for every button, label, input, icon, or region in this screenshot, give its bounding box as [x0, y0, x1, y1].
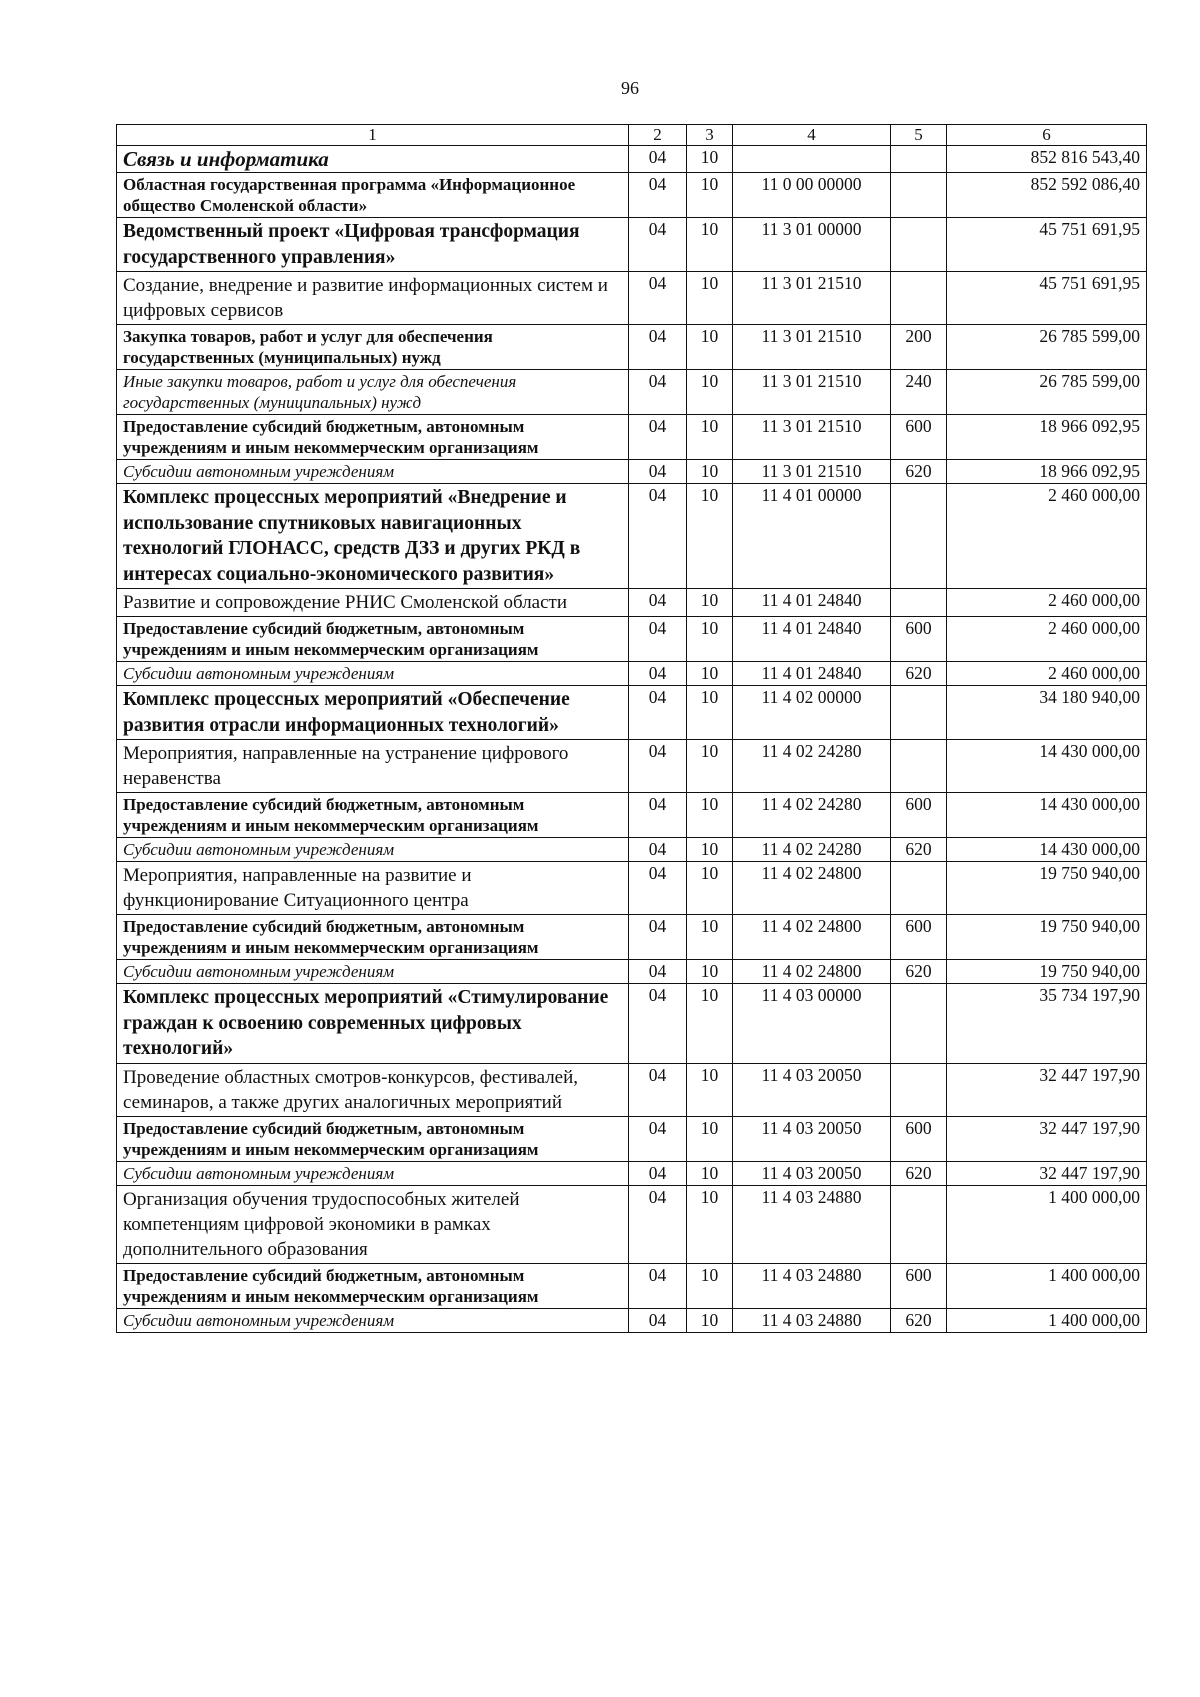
- row-target-article-cell: 11 3 01 21510: [733, 272, 891, 325]
- page-number: 96: [621, 78, 639, 98]
- row-expense-type-cell: [891, 218, 947, 272]
- row-amount-cell: 852 816 543,40: [947, 146, 1147, 173]
- row-expense-type-cell: [891, 272, 947, 325]
- row-section-code-cell: 04: [629, 686, 687, 740]
- row-subsection-code-cell: 10: [687, 915, 733, 960]
- row-amount-cell: 2 460 000,00: [947, 662, 1147, 686]
- table-row: [117, 838, 1147, 862]
- row-target-article-cell: 11 4 01 24840: [733, 662, 891, 686]
- row-amount-cell: 32 447 197,90: [947, 1063, 1147, 1116]
- row-expense-type-cell: 620: [891, 960, 947, 984]
- row-name-cell: Мероприятия, направленные на развитие и функционирование Ситуационного центра: [117, 862, 629, 915]
- row-expense-type-cell: 600: [891, 1116, 947, 1161]
- row-section-code-cell: 04: [629, 1308, 687, 1332]
- row-amount-cell: 26 785 599,00: [947, 325, 1147, 370]
- row-amount-cell: 45 751 691,95: [947, 218, 1147, 272]
- header-col-4: 4: [733, 125, 891, 146]
- row-section-code-cell: 04: [629, 460, 687, 484]
- row-target-article-cell: 11 4 02 24280: [733, 740, 891, 793]
- row-amount-cell: 19 750 940,00: [947, 960, 1147, 984]
- row-amount-cell: 14 430 000,00: [947, 838, 1147, 862]
- row-amount-cell: 1 400 000,00: [947, 1185, 1147, 1263]
- table-row: [117, 862, 1147, 915]
- table-row: [117, 370, 1147, 415]
- row-amount-cell: 45 751 691,95: [947, 272, 1147, 325]
- budget-table-body: [117, 125, 1147, 1333]
- header-col-1: 1: [117, 125, 629, 146]
- row-subsection-code-cell: 10: [687, 460, 733, 484]
- row-target-article-cell: 11 3 01 21510: [733, 325, 891, 370]
- row-subsection-code-cell: 10: [687, 1116, 733, 1161]
- row-name-cell: Комплекс процессных мероприятий «Внедрение и использование спутниковых навигационных технологий ГЛОНАСС, средств ДЗЗ и других РКД в интересах социально-экономического развития»: [117, 484, 629, 589]
- table-row: [117, 960, 1147, 984]
- row-amount-cell: 2 460 000,00: [947, 617, 1147, 662]
- row-section-code-cell: 04: [629, 484, 687, 589]
- table-row: [117, 146, 1147, 173]
- row-target-article-cell: 11 4 02 24800: [733, 960, 891, 984]
- row-name-cell: Организация обучения трудоспособных жителей компетенциям цифровой экономики в рамках дополнительного образования: [117, 1185, 629, 1263]
- row-section-code-cell: 04: [629, 662, 687, 686]
- row-amount-cell: 18 966 092,95: [947, 415, 1147, 460]
- row-subsection-code-cell: 10: [687, 686, 733, 740]
- row-name-cell: Развитие и сопровождение РНИС Смоленской области: [117, 589, 629, 617]
- row-expense-type-cell: 240: [891, 370, 947, 415]
- row-expense-type-cell: 620: [891, 662, 947, 686]
- row-name-cell: Связь и информатика: [117, 146, 629, 173]
- row-name-cell: Комплекс процессных мероприятий «Обеспечение развития отрасли информационных технологий»: [117, 686, 629, 740]
- row-name-cell: Субсидии автономным учреждениям: [117, 1161, 629, 1185]
- row-amount-cell: 18 966 092,95: [947, 460, 1147, 484]
- row-expense-type-cell: [891, 173, 947, 218]
- row-subsection-code-cell: 10: [687, 272, 733, 325]
- row-amount-cell: 19 750 940,00: [947, 862, 1147, 915]
- row-target-article-cell: 11 4 01 24840: [733, 617, 891, 662]
- table-row: [117, 1263, 1147, 1308]
- row-subsection-code-cell: 10: [687, 370, 733, 415]
- table-row: [117, 915, 1147, 960]
- row-expense-type-cell: 600: [891, 1263, 947, 1308]
- row-expense-type-cell: [891, 484, 947, 589]
- table-row: [117, 793, 1147, 838]
- row-target-article-cell: 11 4 02 24280: [733, 838, 891, 862]
- row-target-article-cell: 11 4 02 00000: [733, 686, 891, 740]
- header-col-5: 5: [891, 125, 947, 146]
- table-row: [117, 740, 1147, 793]
- row-amount-cell: 32 447 197,90: [947, 1116, 1147, 1161]
- header-col-6: 6: [947, 125, 1147, 146]
- row-amount-cell: 26 785 599,00: [947, 370, 1147, 415]
- row-target-article-cell: 11 4 03 24880: [733, 1185, 891, 1263]
- row-expense-type-cell: [891, 1185, 947, 1263]
- row-name-cell: Субсидии автономным учреждениям: [117, 662, 629, 686]
- row-amount-cell: 35 734 197,90: [947, 984, 1147, 1064]
- row-target-article-cell: 11 4 02 24280: [733, 793, 891, 838]
- row-target-article-cell: 11 3 01 21510: [733, 415, 891, 460]
- row-section-code-cell: 04: [629, 218, 687, 272]
- row-subsection-code-cell: 10: [687, 1308, 733, 1332]
- row-section-code-cell: 04: [629, 1263, 687, 1308]
- row-name-cell: Ведомственный проект «Цифровая трансформация государственного управления»: [117, 218, 629, 272]
- row-section-code-cell: 04: [629, 617, 687, 662]
- row-section-code-cell: 04: [629, 415, 687, 460]
- row-name-cell: Создание, внедрение и развитие информационных систем и цифровых сервисов: [117, 272, 629, 325]
- row-name-cell: Предоставление субсидий бюджетным, автономным учреждениям и иным некоммерческим организациям: [117, 793, 629, 838]
- table-row: [117, 218, 1147, 272]
- row-target-article-cell: 11 4 03 20050: [733, 1063, 891, 1116]
- budget-table: [116, 124, 1147, 1333]
- row-amount-cell: 2 460 000,00: [947, 484, 1147, 589]
- row-amount-cell: 1 400 000,00: [947, 1263, 1147, 1308]
- row-subsection-code-cell: 10: [687, 1263, 733, 1308]
- table-row: [117, 617, 1147, 662]
- row-amount-cell: 14 430 000,00: [947, 740, 1147, 793]
- row-expense-type-cell: 620: [891, 1161, 947, 1185]
- row-expense-type-cell: 620: [891, 1308, 947, 1332]
- row-subsection-code-cell: 10: [687, 146, 733, 173]
- table-row: [117, 589, 1147, 617]
- row-name-cell: Областная государственная программа «Информационное общество Смоленской области»: [117, 173, 629, 218]
- table-row: [117, 686, 1147, 740]
- row-name-cell: Мероприятия, направленные на устранение цифрового неравенства: [117, 740, 629, 793]
- table-row: [117, 460, 1147, 484]
- row-subsection-code-cell: 10: [687, 617, 733, 662]
- row-section-code-cell: 04: [629, 1116, 687, 1161]
- table-row: [117, 173, 1147, 218]
- table-row: [117, 662, 1147, 686]
- row-expense-type-cell: 600: [891, 915, 947, 960]
- row-subsection-code-cell: 10: [687, 862, 733, 915]
- row-name-cell: Предоставление субсидий бюджетным, автономным учреждениям и иным некоммерческим организациям: [117, 1116, 629, 1161]
- row-expense-type-cell: 200: [891, 325, 947, 370]
- row-section-code-cell: 04: [629, 146, 687, 173]
- row-subsection-code-cell: 10: [687, 740, 733, 793]
- row-name-cell: Субсидии автономным учреждениям: [117, 460, 629, 484]
- row-section-code-cell: 04: [629, 272, 687, 325]
- table-header-row: [117, 125, 1147, 146]
- row-expense-type-cell: 620: [891, 838, 947, 862]
- row-target-article-cell: 11 4 03 20050: [733, 1116, 891, 1161]
- row-amount-cell: 14 430 000,00: [947, 793, 1147, 838]
- row-section-code-cell: 04: [629, 1185, 687, 1263]
- row-name-cell: Иные закупки товаров, работ и услуг для обеспечения государственных (муниципальных) нужд: [117, 370, 629, 415]
- row-amount-cell: 2 460 000,00: [947, 589, 1147, 617]
- row-name-cell: Предоставление субсидий бюджетным, автономным учреждениям и иным некоммерческим организациям: [117, 915, 629, 960]
- row-section-code-cell: 04: [629, 740, 687, 793]
- row-amount-cell: 32 447 197,90: [947, 1161, 1147, 1185]
- header-col-3: 3: [687, 125, 733, 146]
- row-section-code-cell: 04: [629, 1063, 687, 1116]
- table-row: [117, 484, 1147, 589]
- row-section-code-cell: 04: [629, 173, 687, 218]
- row-subsection-code-cell: 10: [687, 960, 733, 984]
- row-amount-cell: 1 400 000,00: [947, 1308, 1147, 1332]
- table-row: [117, 1308, 1147, 1332]
- table-row: [117, 1185, 1147, 1263]
- row-expense-type-cell: 600: [891, 617, 947, 662]
- row-subsection-code-cell: 10: [687, 662, 733, 686]
- row-subsection-code-cell: 10: [687, 793, 733, 838]
- row-target-article-cell: 11 4 03 20050: [733, 1161, 891, 1185]
- row-target-article-cell: 11 4 02 24800: [733, 862, 891, 915]
- row-section-code-cell: 04: [629, 370, 687, 415]
- row-target-article-cell: 11 4 03 00000: [733, 984, 891, 1064]
- table-row: [117, 1063, 1147, 1116]
- row-name-cell: Комплекс процессных мероприятий «Стимулирование граждан к освоению современных цифровых технологий»: [117, 984, 629, 1064]
- table-row: [117, 272, 1147, 325]
- table-row: [117, 415, 1147, 460]
- row-section-code-cell: 04: [629, 960, 687, 984]
- row-expense-type-cell: [891, 146, 947, 173]
- row-target-article-cell: 11 4 02 24800: [733, 915, 891, 960]
- row-amount-cell: 852 592 086,40: [947, 173, 1147, 218]
- row-section-code-cell: 04: [629, 1161, 687, 1185]
- row-target-article-cell: 11 4 01 00000: [733, 484, 891, 589]
- row-expense-type-cell: [891, 984, 947, 1064]
- row-section-code-cell: 04: [629, 862, 687, 915]
- row-subsection-code-cell: 10: [687, 415, 733, 460]
- row-subsection-code-cell: 10: [687, 1185, 733, 1263]
- row-section-code-cell: 04: [629, 915, 687, 960]
- table-row: [117, 1161, 1147, 1185]
- row-expense-type-cell: [891, 589, 947, 617]
- row-name-cell: Закупка товаров, работ и услуг для обеспечения государственных (муниципальных) нужд: [117, 325, 629, 370]
- row-target-article-cell: 11 3 01 21510: [733, 370, 891, 415]
- row-subsection-code-cell: 10: [687, 589, 733, 617]
- row-section-code-cell: 04: [629, 325, 687, 370]
- row-target-article-cell: 11 3 01 00000: [733, 218, 891, 272]
- row-name-cell: Предоставление субсидий бюджетным, автономным учреждениям и иным некоммерческим организациям: [117, 617, 629, 662]
- row-expense-type-cell: 600: [891, 793, 947, 838]
- row-target-article-cell: 11 4 03 24880: [733, 1308, 891, 1332]
- row-subsection-code-cell: 10: [687, 325, 733, 370]
- row-expense-type-cell: [891, 862, 947, 915]
- row-target-article-cell: 11 3 01 21510: [733, 460, 891, 484]
- row-amount-cell: 19 750 940,00: [947, 915, 1147, 960]
- table-row: [117, 1116, 1147, 1161]
- row-subsection-code-cell: 10: [687, 1161, 733, 1185]
- row-section-code-cell: 04: [629, 589, 687, 617]
- row-expense-type-cell: [891, 1063, 947, 1116]
- row-name-cell: Предоставление субсидий бюджетным, автономным учреждениям и иным некоммерческим организациям: [117, 1263, 629, 1308]
- row-subsection-code-cell: 10: [687, 984, 733, 1064]
- row-name-cell: Проведение областных смотров-конкурсов, фестивалей, семинаров, а также других аналогичных мероприятий: [117, 1063, 629, 1116]
- row-target-article-cell: 11 4 01 24840: [733, 589, 891, 617]
- row-name-cell: Субсидии автономным учреждениям: [117, 960, 629, 984]
- row-expense-type-cell: [891, 740, 947, 793]
- row-target-article-cell: 11 4 03 24880: [733, 1263, 891, 1308]
- row-amount-cell: 34 180 940,00: [947, 686, 1147, 740]
- row-expense-type-cell: 600: [891, 415, 947, 460]
- table-row: [117, 325, 1147, 370]
- row-section-code-cell: 04: [629, 838, 687, 862]
- row-name-cell: Субсидии автономным учреждениям: [117, 838, 629, 862]
- row-subsection-code-cell: 10: [687, 218, 733, 272]
- row-subsection-code-cell: 10: [687, 838, 733, 862]
- header-col-2: 2: [629, 125, 687, 146]
- row-name-cell: Предоставление субсидий бюджетным, автономным учреждениям и иным некоммерческим организациям: [117, 415, 629, 460]
- row-subsection-code-cell: 10: [687, 1063, 733, 1116]
- row-target-article-cell: [733, 146, 891, 173]
- row-section-code-cell: 04: [629, 984, 687, 1064]
- row-subsection-code-cell: 10: [687, 484, 733, 589]
- row-section-code-cell: 04: [629, 793, 687, 838]
- row-name-cell: Субсидии автономным учреждениям: [117, 1308, 629, 1332]
- row-expense-type-cell: 620: [891, 460, 947, 484]
- row-target-article-cell: 11 0 00 00000: [733, 173, 891, 218]
- row-subsection-code-cell: 10: [687, 173, 733, 218]
- table-row: [117, 984, 1147, 1064]
- row-expense-type-cell: [891, 686, 947, 740]
